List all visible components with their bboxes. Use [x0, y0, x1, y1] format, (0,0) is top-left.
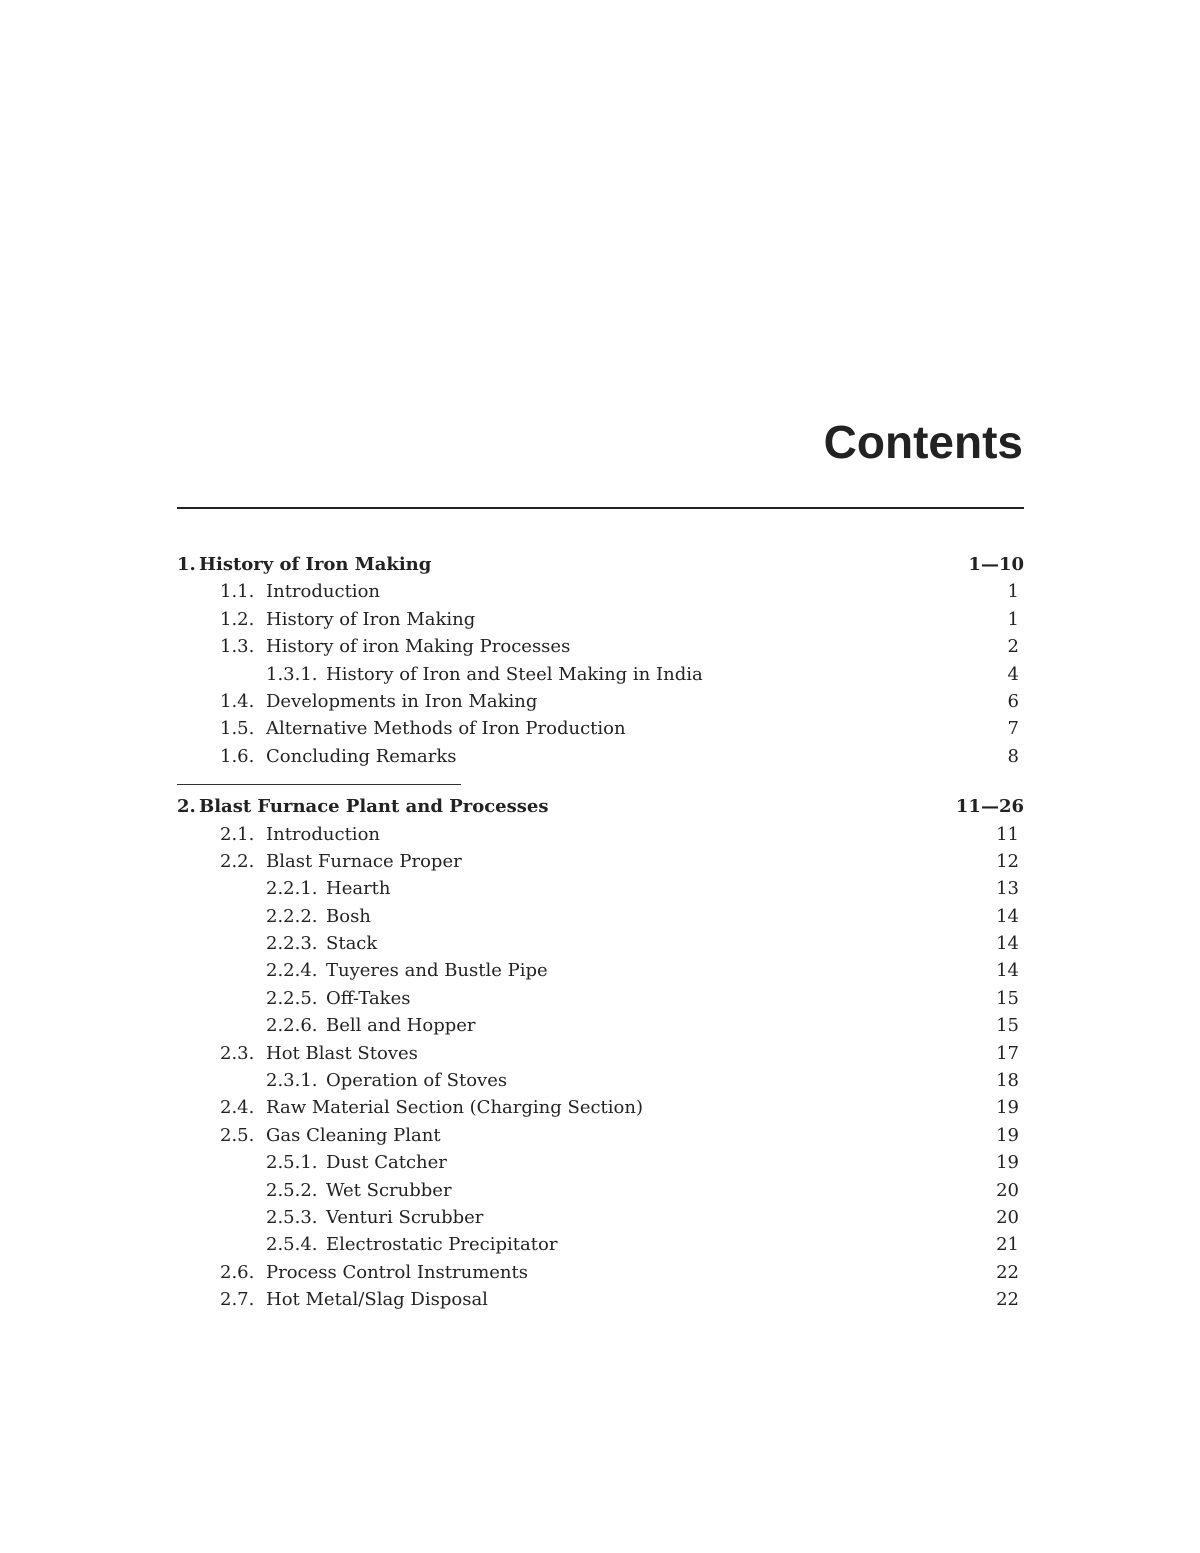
entry-number: 2.6.	[220, 1261, 255, 1283]
chapter-title: History of Iron Making	[199, 554, 432, 575]
chapter-number: 2.	[177, 796, 196, 818]
entry-number: 2.5.	[220, 1124, 255, 1146]
entry-number: 1.4.	[220, 690, 255, 712]
entry-page-number: 7	[1007, 718, 1019, 740]
table-of-contents	[177, 551, 1024, 1314]
toc-subsection-entry[interactable]	[177, 1012, 1024, 1039]
toc-section-entry[interactable]	[177, 1040, 1024, 1067]
entry-number: 2.7.	[220, 1289, 255, 1311]
toc-section-entry[interactable]	[177, 821, 1024, 848]
entry-number: 2.5.3.	[266, 1206, 318, 1228]
toc-subsection-entry[interactable]	[177, 1177, 1024, 1204]
toc-section-entry[interactable]	[177, 688, 1024, 715]
entry-number: 1.3.1.	[266, 663, 318, 685]
entry-title: Electrostatic Precipitator	[326, 1234, 558, 1256]
entry-title: Concluding Remarks	[266, 745, 457, 767]
entry-number: 2.2.6.	[266, 1015, 318, 1037]
entry-number: 2.2.	[220, 850, 255, 872]
toc-subsection-entry[interactable]	[177, 903, 1024, 930]
entry-title: Stack	[326, 933, 378, 955]
entry-title: Hot Blast Stoves	[266, 1042, 418, 1064]
entry-number: 1.3.	[220, 636, 255, 658]
entry-title: Off-Takes	[326, 987, 411, 1009]
entry-page-number: 1	[1007, 608, 1019, 630]
toc-subsection-entry[interactable]	[177, 985, 1024, 1012]
entry-page-number: 14	[996, 933, 1019, 955]
entry-page-number: 19	[996, 1097, 1019, 1119]
entry-page-number: 12	[996, 850, 1019, 872]
entry-title: Introduction	[266, 823, 380, 845]
toc-section-entry[interactable]	[177, 1094, 1024, 1121]
entry-title: History of Iron Making	[266, 608, 476, 630]
chapter-1	[177, 551, 1024, 770]
entry-number: 2.2.2.	[266, 905, 318, 927]
chapter-entries	[177, 821, 1024, 1314]
entry-page-number: 4	[1007, 663, 1019, 685]
entry-number: 2.4.	[220, 1097, 255, 1119]
toc-subsection-entry[interactable]	[177, 661, 1024, 688]
entry-page-number: 18	[996, 1070, 1019, 1092]
entry-title: Bosh	[326, 905, 371, 927]
toc-section-entry[interactable]	[177, 578, 1024, 605]
toc-subsection-entry[interactable]	[177, 930, 1024, 957]
entry-number: 2.3.	[220, 1042, 255, 1064]
entry-title: Operation of Stoves	[326, 1070, 508, 1092]
chapter-number: 1.	[177, 554, 196, 575]
entry-page-number: 17	[996, 1042, 1019, 1064]
entry-page-number: 19	[996, 1152, 1019, 1174]
toc-section-entry[interactable]	[177, 633, 1024, 660]
entry-page-number: 2	[1007, 636, 1019, 658]
chapter-page-range: 11—26	[955, 796, 1024, 818]
chapter-page-range: 1—10	[968, 554, 1024, 575]
entry-page-number: 19	[996, 1124, 1019, 1146]
entry-number: 1.2.	[220, 608, 255, 630]
entry-title: Dust Catcher	[326, 1152, 447, 1174]
entry-number: 1.6.	[220, 745, 255, 767]
entry-title: Hot Metal/Slag Disposal	[266, 1289, 488, 1311]
toc-section-entry[interactable]	[177, 606, 1024, 633]
entry-number: 2.1.	[220, 823, 255, 845]
entry-title: Raw Material Section (Charging Section)	[266, 1097, 643, 1119]
toc-subsection-entry[interactable]	[177, 957, 1024, 984]
chapter-heading[interactable]	[177, 793, 1024, 820]
entry-page-number: 14	[996, 960, 1019, 982]
entry-number: 1.5.	[220, 718, 255, 740]
toc-subsection-entry[interactable]	[177, 1067, 1024, 1094]
entry-title: Bell and Hopper	[326, 1015, 476, 1037]
entry-page-number: 20	[996, 1179, 1019, 1201]
toc-subsection-entry[interactable]	[177, 1204, 1024, 1231]
entry-title: Tuyeres and Bustle Pipe	[326, 960, 548, 982]
entry-title: Introduction	[266, 581, 380, 603]
toc-section-entry[interactable]	[177, 715, 1024, 742]
entry-page-number: 22	[996, 1261, 1019, 1283]
chapter-entries	[177, 578, 1024, 770]
toc-subsection-entry[interactable]	[177, 1149, 1024, 1176]
entry-title: Venturi Scrubber	[326, 1206, 484, 1228]
entry-page-number: 6	[1007, 690, 1019, 712]
entry-title: Alternative Methods of Iron Production	[266, 718, 626, 740]
entry-number: 1.1.	[220, 581, 255, 603]
entry-title: Developments in Iron Making	[266, 690, 538, 712]
toc-subsection-entry[interactable]	[177, 875, 1024, 902]
entry-page-number: 15	[996, 1015, 1019, 1037]
toc-section-entry[interactable]	[177, 1259, 1024, 1286]
toc-section-entry[interactable]	[177, 1286, 1024, 1313]
entry-number: 2.5.1.	[266, 1152, 318, 1174]
entry-page-number: 8	[1007, 745, 1019, 767]
entry-title: Blast Furnace Proper	[266, 850, 462, 872]
entry-title: History of iron Making Processes	[266, 636, 571, 658]
entry-title: Hearth	[326, 878, 391, 900]
entry-page-number: 21	[996, 1234, 1019, 1256]
chapter-2	[177, 793, 1024, 1313]
entry-page-number: 15	[996, 987, 1019, 1009]
entry-number: 2.5.4.	[266, 1234, 318, 1256]
entry-title: Gas Cleaning Plant	[266, 1124, 441, 1146]
page-title: Contents	[823, 416, 1023, 468]
entry-number: 2.2.1.	[266, 878, 318, 900]
entry-title: History of Iron and Steel Making in India	[326, 663, 703, 685]
toc-section-entry[interactable]	[177, 1122, 1024, 1149]
entry-number: 2.5.2.	[266, 1179, 318, 1201]
entry-number: 2.2.4.	[266, 960, 318, 982]
chapter-title: Blast Furnace Plant and Processes	[199, 796, 549, 818]
toc-subsection-entry[interactable]	[177, 1231, 1024, 1258]
entry-title: Wet Scrubber	[326, 1179, 452, 1201]
toc-section-entry[interactable]	[177, 848, 1024, 875]
entry-page-number: 20	[996, 1206, 1019, 1228]
entry-page-number: 1	[1007, 581, 1019, 603]
chapter-divider	[177, 784, 461, 785]
entry-number: 2.3.1.	[266, 1070, 318, 1092]
toc-section-entry[interactable]	[177, 743, 1024, 770]
entry-number: 2.2.5.	[266, 987, 318, 1009]
entry-number: 2.2.3.	[266, 933, 318, 955]
entry-page-number: 13	[996, 878, 1019, 900]
entry-page-number: 22	[996, 1289, 1019, 1311]
title-rule	[177, 507, 1024, 509]
chapter-heading[interactable]	[177, 551, 1024, 578]
entry-page-number: 11	[996, 823, 1019, 845]
entry-page-number: 14	[996, 905, 1019, 927]
entry-title: Process Control Instruments	[266, 1261, 528, 1283]
